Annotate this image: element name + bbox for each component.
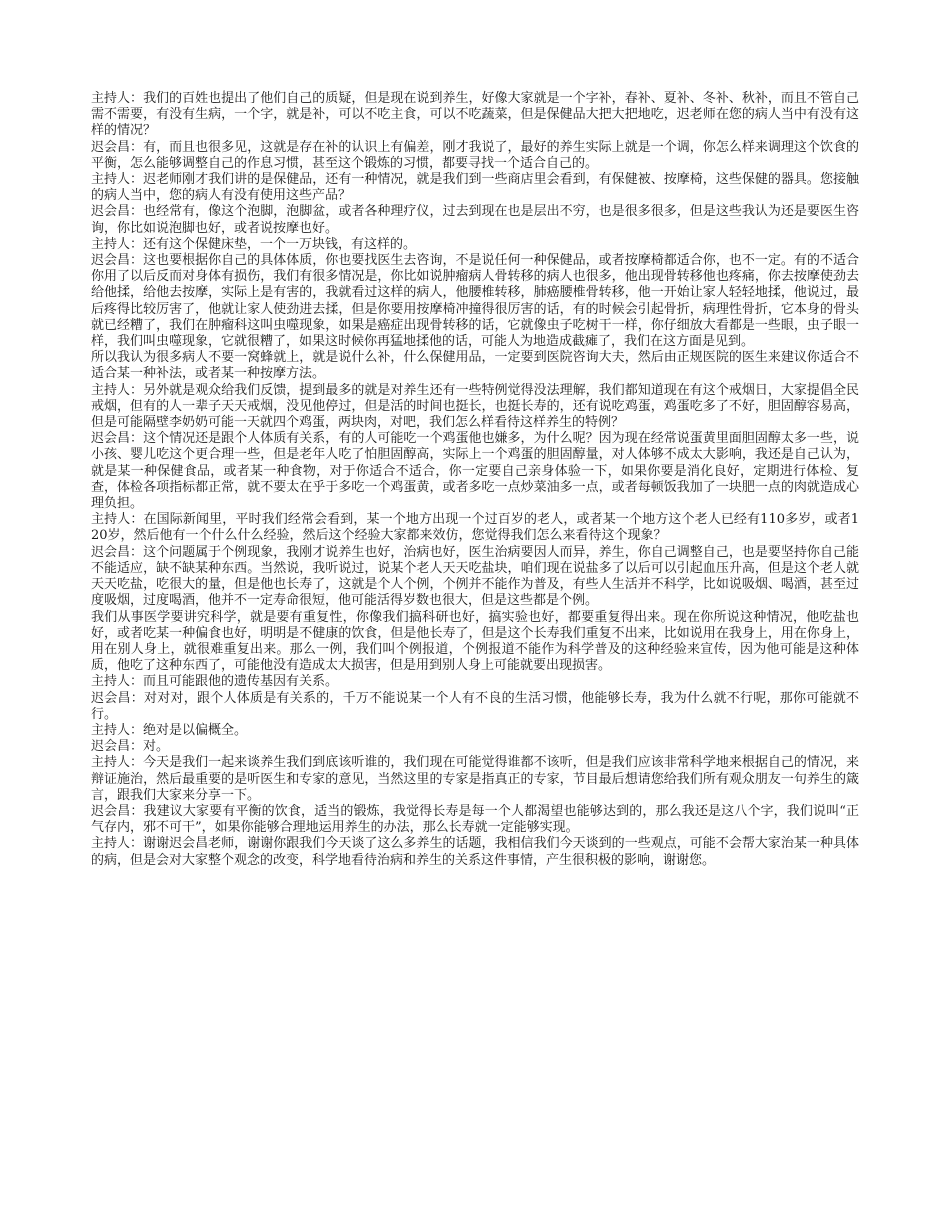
document-body bbox=[91, 91, 859, 869]
paragraph-host-question-special-cases: 主持人：另外就是观众给我们反馈，提到最多的就是对养生还有一些特例觉得没法理解，我们都知道现在有这个戒烟日，大家提倡全民戒烟，但有的人一辈子天天戒烟，没见他停过，但是活的时间也挺长，也挺长寿的，还有说吃鸡蛋，鸡蛋吃多了不好，胆固醇容易高，但是可能隔壁李奶奶可能一天就四个鸡蛋，两块肉，对吧，我们怎么样看待这样养生的特例？ bbox=[91, 382, 859, 431]
paragraph-answer-motto: 迟会昌：我建议大家要有平衡的饮食，适当的锻炼，我觉得长寿是每一个人都渴望也能够达到的，那么我还是这八个字，我们说叫“正气存内，邪不可干”，如果你能够合理地运用养生的办法，那么长寿就一定能够实现。 bbox=[91, 803, 859, 836]
paragraph-answer-bone-metastasis: 迟会昌：这也要根据你自己的具体体质，你也要找医生去咨询，不是说任何一种保健品，或者按摩椅都适合你，也不一定。有的不适合你用了以后反而对身体有损伤，我们有很多情况是，你比如说肿瘤病人骨转移的病人也很多，他出现骨转移他也疼痛，你去按摩使劲去给他揉，给他去按摩，实际上是有害的，我就看过这样的病人，他腰椎转移，肺癌腰椎骨转移，他一开始让家人轻轻地揉，他说过，最后疼得比较厉害了，他就让家人使劲进去揉，但是你要用按摩椅冲撞得很厉害的话，有的时候会引起骨折，病理性骨折，它本身的骨头就已经糟了，我们在肿瘤科这叫虫噬现象，如果是癌症出现骨转移的话，它就像虫子吃树干一样，你仔细放大看都是一些眼，虫子眼一样，我们叫虫噬现象，它就很糟了，如果这时候你再猛地揉他的话，可能人为地造成截瘫了，我们在这方面是见到。 bbox=[91, 253, 859, 350]
paragraph-answer-individual-cases: 迟会昌：这个问题属于个例现象，我刚才说养生也好，治病也好，医生治病要因人而异，养生，你自己调整自己，也是要坚持你自己能不能适应，缺不缺某种东西。当然说，我听说过，说某个老人天天吃盐块，咱们现在说盐多了以后可以引起血压升高，但是这个老人就天天吃盐，吃很大的量，但是他也长寿了，这就是个人个例，个例并不能作为普及，有些人生活并不科学，比如说吸烟、喝酒，甚至过度吸烟，过度喝酒，他并不一定寿命很短，他可能活得岁数也很大，但是这些都是个例。 bbox=[91, 544, 859, 609]
paragraph-answer-hospital-advice: 所以我认为很多病人不要一窝蜂就上，就是说什么补，什么保健用品，一定要到医院咨询大夫，然后由正规医院的医生来建议你适合不适合某一种补法，或者某一种按摩方法。 bbox=[91, 350, 859, 382]
paragraph-answer-yes: 迟会昌：对。 bbox=[91, 739, 170, 755]
paragraph-host-question-devices: 主持人：迟老师刚才我们讲的是保健品，还有一种情况，就是我们到一些商店里会看到，有保健被、按摩椅，这些保健的器具。您接触的病人当中，您的病人有没有使用这些产品？ bbox=[91, 172, 859, 204]
paragraph-host-question-centenarians: 主持人：在国际新闻里，平时我们经常会看到，某一个地方出现一个过百岁的老人，或者某一个地方这个老人已经有110多岁，或者120岁，然后他有一个什么什么经验，然后这个经验大家都来效仿，您觉得我们怎么来看待这个现象？ bbox=[91, 512, 859, 544]
paragraph-answer-science-repeatability: 我们从事医学要讲究科学，就是要有重复性，你像我们搞科研也好，搞实验也好，都要重复得出来。现在你所说这种情况，他吃盐也好，或者吃某一种偏食也好，明明是不健康的饮食，但是他长寿了，但是这个长寿我们重复不出来，比如说用在我身上，用在你身上，用在别人身上，就很难重复出来。那么一例，我们叫个例报道，个例报道不能作为科学普及的这种经验来宣传，因为他可能是这种体质，他吃了这种东西了，可能他没有造成太大损害，但是用到别人身上可能就要出现损害。 bbox=[91, 609, 859, 674]
paragraph-host-generalization: 主持人：绝对是以偏概全。 bbox=[91, 722, 248, 738]
paragraph-answer-constitution: 迟会昌：对对对，跟个人体质是有关系的，千万不能说某一个人有不良的生活习惯，他能够长寿，我为什么就不行呢，那你可能就不行。 bbox=[91, 690, 859, 722]
paragraph-answer-consult-doctor: 迟会昌：也经常有，像这个泡脚，泡脚盆，或者各种理疗仪，过去到现在也是层出不穷，也是很多很多，但是这些我认为还是要医生咨询，你比如说泡脚也好，或者说按摩也好。 bbox=[91, 204, 859, 236]
paragraph-host-question-supplements: 主持人：我们的百姓也提出了他们自己的质疑，但是现在说到养生，好像大家就是一个字补，春补、夏补、冬补、秋补，而且不管自己需不需要，有没有生病，一个字，就是补，可以不吃主食，可以不吃蔬菜，但是保健品大把大把地吃，迟老师在您的病人当中有没有这样的情况？ bbox=[91, 91, 859, 139]
paragraph-host-thanks: 主持人：谢谢迟会昌老师，谢谢你跟我们今天谈了这么多养生的话题，我相信我们今天谈到的一些观点，可能不会帮大家治某一种具体的病，但是会对大家整个观念的改变，科学地看待治病和养生的关系这件事情，产生很积极的影响，谢谢您。 bbox=[91, 836, 859, 868]
paragraph-host-closing-question: 主持人：今天是我们一起来谈养生我们到底该听谁的，我们现在可能觉得谁都不该听，但是我们应该非常科学地来根据自己的情况，来辩证施治，然后最重要的是听医生和专家的意见，当然这里的专家是指真正的专家，节目最后想请您给我们所有观众朋友一句养生的箴言，跟我们大家来分享一下。 bbox=[91, 755, 859, 803]
paragraph-answer-adjustment: 迟会昌：有，而且也很多见，这就是存在补的认识上有偏差，刚才我说了，最好的养生实际上就是一个调，你怎么样来调理这个饮食的平衡，怎么能够调整自己的作息习惯，甚至这个锻炼的习惯，都要寻找一个适合自己的。 bbox=[91, 139, 859, 171]
paragraph-answer-egg-cholesterol: 迟会昌：这个情况还是跟个人体质有关系，有的人可能吃一个鸡蛋他也嫌多，为什么呢？因为现在经常说蛋黄里面胆固醇太多一些，说小孩、婴儿吃这个更合理一些，但是老年人吃了怕胆固醇高，实际上一个鸡蛋的胆固醇量，对人体够不成太大影响，我还是自己认为，就是某一种保健食品，或者某一种食物，对于你适合不适合，你一定要自己亲身体验一下，如果你要是消化良好，定期进行体检、复查，体检各项指标都正常，就不要太在乎于多吃一个鸡蛋黄，或者多吃一点炒菜油多一点，或者每顿饭我加了一块肥一点的肉就造成心理负担。 bbox=[91, 431, 859, 512]
paragraph-host-genetics: 主持人：而且可能跟他的遗传基因有关系。 bbox=[91, 674, 339, 690]
paragraph-host-mattress: 主持人：还有这个保健床垫，一个一万块钱，有这样的。 bbox=[91, 236, 417, 252]
